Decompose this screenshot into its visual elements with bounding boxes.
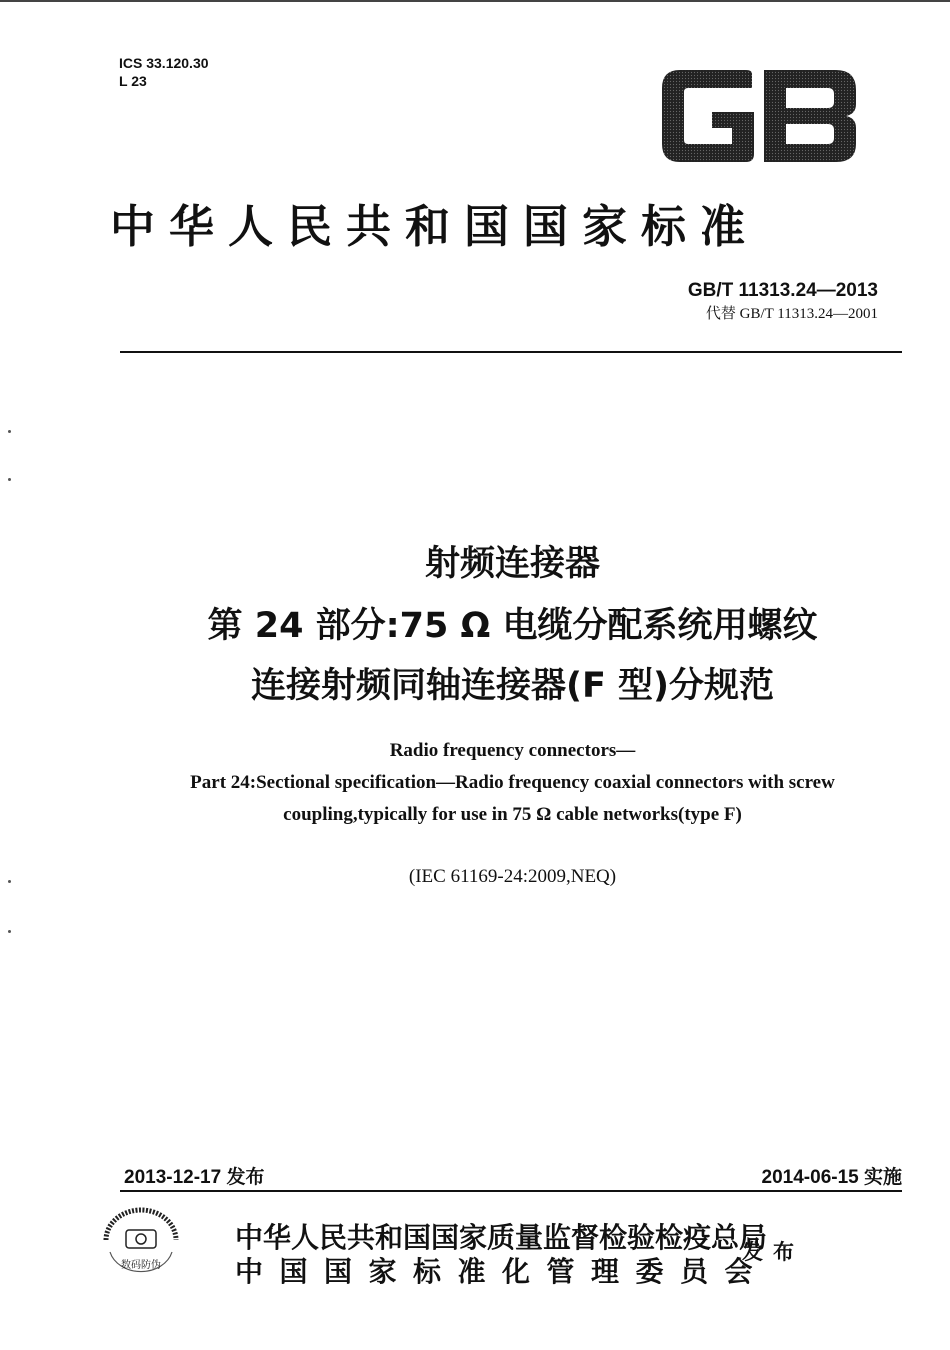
- top-border-line: [0, 0, 950, 2]
- ics-code: ICS 33.120.30: [119, 55, 209, 71]
- classification-codes: [119, 54, 209, 90]
- scan-margin-mark: [8, 930, 11, 933]
- national-standard-title: 中华人民共和国国家标准: [110, 200, 760, 253]
- standard-number: GB/T 11313.24—2013: [687, 280, 878, 301]
- title-en-line-3: coupling,typically for use in 75 Ω cable networks(type F): [283, 804, 742, 825]
- title-cn-line-3: 连接射频同轴连接器(F 型)分规范: [250, 666, 775, 706]
- title-cn-line-1: 射频连接器: [424, 544, 600, 584]
- footer-divider: [120, 1190, 902, 1192]
- anti-counterfeit-seal-icon: [96, 1200, 186, 1280]
- issue-date: 2013-12-17 发布: [124, 1167, 265, 1188]
- implementation-date: 2014-06-15 实施: [761, 1167, 902, 1188]
- header-divider: [120, 351, 902, 353]
- title-en-line-2: Part 24:Sectional specification—Radio frequency coaxial connectors with screw: [190, 772, 835, 793]
- scan-margin-mark: [8, 478, 11, 481]
- iec-reference: (IEC 61169-24:2009,NEQ): [408, 866, 617, 887]
- seal-text: 数码防伪: [121, 1260, 161, 1271]
- scan-margin-mark: [8, 430, 11, 433]
- issuer-line-1: 中华人民共和国国家质量监督检验检疫总局: [235, 1221, 768, 1254]
- gb-logo-icon: [660, 68, 858, 164]
- title-cn-line-2: 第 24 部分:75 Ω 电缆分配系统用螺纹: [207, 606, 818, 646]
- replaces-standard: 代替 GB/T 11313.24—2001: [705, 306, 878, 322]
- ccs-code: L 23: [119, 73, 147, 89]
- issuer-line-2: 中国国家标准化管理委员会: [235, 1255, 770, 1288]
- title-en-line-1: Radio frequency connectors—: [389, 740, 636, 761]
- publish-label: 发布: [742, 1240, 804, 1264]
